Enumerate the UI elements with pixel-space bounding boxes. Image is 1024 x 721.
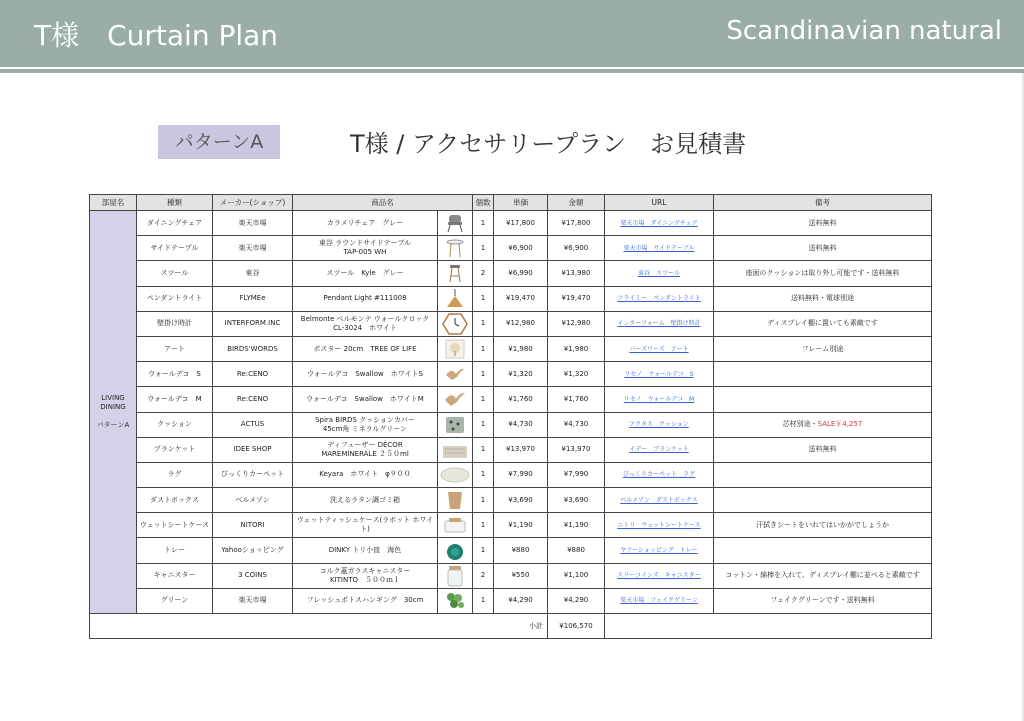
item-name-line1: カラメリチェア グレー — [326, 218, 404, 227]
item-url-link[interactable]: リセノ ウォールデコ M — [605, 387, 714, 412]
col-maker: メーカー(ショップ) — [213, 195, 293, 211]
item-note — [714, 387, 932, 412]
table-row — [90, 488, 932, 513]
item-name — [293, 362, 438, 387]
pattern-badge: パターンA — [158, 125, 280, 159]
art-poster-image — [438, 336, 473, 361]
side-table-image — [438, 236, 473, 261]
item-maker: BIRDS'WORDS — [213, 336, 293, 361]
item-name-line1: Belmonte ベルモンテ ウォールクロック — [300, 314, 430, 323]
table-header-row — [90, 195, 932, 211]
item-url-link[interactable]: 楽天市場 サイドテーブル — [605, 236, 714, 261]
item-url-link[interactable]: 楽天市場 ダイニングチェア — [605, 211, 714, 236]
item-note — [714, 362, 932, 387]
item-unit-price: ¥4,730 — [494, 412, 548, 437]
item-qty: 2 — [473, 563, 494, 588]
item-url-link[interactable]: 東谷 スツール — [605, 261, 714, 286]
item-name — [293, 488, 438, 513]
item-amount: ¥1,320 — [548, 362, 605, 387]
item-name — [293, 387, 438, 412]
item-note — [714, 588, 932, 613]
item-qty: 2 — [473, 261, 494, 286]
room-line: パターンA — [96, 421, 130, 429]
table-row — [90, 236, 932, 261]
item-maker: IDEE SHOP — [213, 437, 293, 462]
item-maker: FLYMEe — [213, 286, 293, 311]
style-name: Scandinavian natural — [726, 16, 1002, 46]
item-type: アート — [137, 336, 213, 361]
item-type: ラグ — [137, 462, 213, 487]
document-title: T様 / アクセサリープラン お見積書 — [350, 130, 747, 158]
sale-price: SALE￥4,257 — [817, 420, 863, 429]
table-row — [90, 211, 932, 236]
header-divider — [0, 69, 1024, 73]
item-name — [293, 462, 438, 487]
plan-title: T様 Curtain Plan — [34, 19, 279, 52]
item-name-line2: TAP-005 WH — [343, 248, 387, 257]
item-type: グリーン — [137, 588, 213, 613]
item-url-link[interactable]: ニトリ ウェットシートケース — [605, 513, 714, 538]
item-qty: 1 — [473, 513, 494, 538]
item-amount: ¥1,190 — [548, 513, 605, 538]
item-unit-price: ¥7,990 — [494, 462, 548, 487]
item-url-link[interactable]: 楽天市場 フェイクグリーン — [605, 588, 714, 613]
item-unit-price: ¥1,980 — [494, 336, 548, 361]
item-note-text: 送料無料 — [808, 243, 837, 252]
item-unit-price: ¥1,760 — [494, 387, 548, 412]
item-maker: Re:CENO — [213, 387, 293, 412]
item-name-line1: ディフューザー DÉCOR — [327, 440, 403, 449]
table-row — [90, 336, 932, 361]
item-qty: 1 — [473, 488, 494, 513]
bird-deco-m-image — [438, 387, 473, 412]
item-url-link[interactable]: ベルメゾン ダストボックス — [605, 488, 714, 513]
green-plant-image — [438, 588, 473, 613]
dust-box-image — [438, 488, 473, 513]
item-maker: Yahooショッピング — [213, 538, 293, 563]
item-type: クッション — [137, 412, 213, 437]
item-type: ウォールデコ S — [137, 362, 213, 387]
item-name-line1: ウォールデコ Swallow ホワイトM — [306, 394, 424, 403]
item-note — [714, 211, 932, 236]
item-note-text: フェイクグリーンです・送料無料 — [770, 596, 875, 605]
item-note — [714, 412, 932, 437]
item-type: サイドテーブル — [137, 236, 213, 261]
chair-image — [438, 211, 473, 236]
item-name — [293, 588, 438, 613]
item-note — [714, 236, 932, 261]
item-name — [293, 211, 438, 236]
item-note-text: コットン・綿棒を入れて、ディスプレイ棚に並べると素敵です — [725, 571, 920, 580]
table-row — [90, 362, 932, 387]
item-name-line1: スツール Kyle グレー — [326, 268, 404, 277]
item-maker: びっくりカーペット — [213, 462, 293, 487]
table-row — [90, 412, 932, 437]
item-amount: ¥880 — [548, 538, 605, 563]
diffuser-image — [438, 437, 473, 462]
quotation-table — [89, 194, 932, 639]
item-type: ブランケット — [137, 437, 213, 462]
item-qty: 1 — [473, 538, 494, 563]
wet-sheet-case-image — [438, 513, 473, 538]
col-url: URL — [605, 195, 714, 211]
subtotal-row — [90, 614, 932, 639]
item-amount: ¥13,980 — [548, 261, 605, 286]
item-type: ダストボックス — [137, 488, 213, 513]
col-amount: 金額 — [548, 195, 605, 211]
item-amount: ¥17,800 — [548, 211, 605, 236]
item-unit-price: ¥12,980 — [494, 311, 548, 336]
table-row — [90, 286, 932, 311]
item-unit-price: ¥1,320 — [494, 362, 548, 387]
item-unit-price: ¥6,900 — [494, 236, 548, 261]
item-note — [714, 488, 932, 513]
col-unit-price: 単価 — [494, 195, 548, 211]
col-product: 商品名 — [293, 195, 473, 211]
item-type: ペンダントライト — [137, 286, 213, 311]
rug-image — [438, 462, 473, 487]
table-row — [90, 261, 932, 286]
item-maker: 東谷 — [213, 261, 293, 286]
item-note — [714, 437, 932, 462]
item-maker: ベルメゾン — [213, 488, 293, 513]
item-maker: NITORI — [213, 513, 293, 538]
col-room: 部屋名 — [90, 195, 137, 211]
item-name — [293, 412, 438, 437]
item-note-text: 送料無料 — [808, 445, 837, 454]
item-name-line1: コルク蓋ガラスキャニスター — [319, 566, 411, 575]
item-qty: 1 — [473, 286, 494, 311]
item-amount: ¥7,990 — [548, 462, 605, 487]
item-name-line1: 洗えるラタン調ゴミ箱 — [330, 495, 400, 504]
item-note-text: フレーム別途 — [801, 344, 844, 353]
item-url-link[interactable]: リセノ ウォールデコ S — [605, 362, 714, 387]
table-row — [90, 387, 932, 412]
item-amount: ¥13,970 — [548, 437, 605, 462]
table-row — [90, 513, 932, 538]
item-url-link[interactable]: バーズワーズ アート — [605, 336, 714, 361]
table-row — [90, 311, 932, 336]
item-note-text: 送料無料 — [808, 218, 837, 227]
item-unit-price: ¥880 — [494, 538, 548, 563]
item-name — [293, 563, 438, 588]
item-maker: INTERFORM.INC — [213, 311, 293, 336]
header-bar — [0, 0, 1024, 67]
item-name — [293, 236, 438, 261]
item-amount: ¥4,730 — [548, 412, 605, 437]
item-type: ウォールデコ M — [137, 387, 213, 412]
item-amount: ¥4,290 — [548, 588, 605, 613]
item-unit-price: ¥1,190 — [494, 513, 548, 538]
item-name-line2: CL-3024 ホワイト — [333, 323, 397, 332]
cushion-image — [438, 412, 473, 437]
item-name-line1: Keyara ホワイト φ９００ — [319, 470, 411, 479]
item-name — [293, 286, 438, 311]
bird-deco-s-image — [438, 362, 473, 387]
item-amount: ¥6,900 — [548, 236, 605, 261]
item-note-text: 座面のクッションは取り外し可能です・送料無料 — [745, 268, 900, 277]
pendant-light-image — [438, 286, 473, 311]
item-qty: 1 — [473, 362, 494, 387]
item-url-link[interactable]: アクタス クッション — [605, 412, 714, 437]
item-name — [293, 261, 438, 286]
item-note — [714, 261, 932, 286]
table-row — [90, 538, 932, 563]
item-note-text: 送料無料・電球別途 — [791, 294, 854, 303]
col-note: 備考 — [714, 195, 932, 211]
item-qty: 1 — [473, 236, 494, 261]
item-note — [714, 462, 932, 487]
item-qty: 1 — [473, 412, 494, 437]
item-qty: 1 — [473, 387, 494, 412]
item-qty: 1 — [473, 588, 494, 613]
item-qty: 1 — [473, 437, 494, 462]
item-url-link[interactable]: ヤフーショッピング トレー — [605, 538, 714, 563]
item-unit-price: ¥550 — [494, 563, 548, 588]
item-unit-price: ¥13,970 — [494, 437, 548, 462]
item-name-line1: ウォールデコ Swallow ホワイトS — [307, 369, 423, 378]
room-name-cell — [90, 211, 137, 614]
item-unit-price: ¥6,990 — [494, 261, 548, 286]
item-qty: 1 — [473, 336, 494, 361]
item-url-link[interactable]: スリーコインズ キャニスター — [605, 563, 714, 588]
item-url-link[interactable]: びっくりカーペット ラグ — [605, 462, 714, 487]
item-name-line1: フレッシュポトスハンギング 30cm — [306, 596, 424, 605]
item-note-text: 汗拭きシートをいれてはいかがでしょうか — [756, 520, 889, 529]
item-maker: 楽天市場 — [213, 588, 293, 613]
item-note-text: ディスプレイ棚に置いても素敵です — [767, 319, 878, 328]
item-amount: ¥1,980 — [548, 336, 605, 361]
col-qty: 個数 — [473, 195, 494, 211]
item-name-line1: ウェットティッシュケース(ラボット ホワイト) — [296, 516, 434, 534]
tray-image — [438, 538, 473, 563]
item-unit-price: ¥4,290 — [494, 588, 548, 613]
item-name-line1: Pendant Light #111008 — [323, 294, 407, 303]
item-maker: 3 COINS — [213, 563, 293, 588]
table-row — [90, 563, 932, 588]
subtotal-blank — [605, 614, 932, 639]
item-name-line1: 東谷 ラウンドサイドテーブル — [318, 239, 412, 248]
item-unit-price: ¥17,800 — [494, 211, 548, 236]
item-note — [714, 286, 932, 311]
item-qty: 1 — [473, 211, 494, 236]
item-maker: Re:CENO — [213, 362, 293, 387]
item-name — [293, 437, 438, 462]
subtotal-value: ¥106,570 — [548, 614, 605, 639]
item-name-line1: ポスター 20cm TREE OF LIFE — [313, 344, 417, 353]
item-amount: ¥1,760 — [548, 387, 605, 412]
table-row — [90, 462, 932, 487]
item-name-line2: KITINTO ５００ｍｌ — [329, 575, 401, 584]
item-name — [293, 311, 438, 336]
item-note — [714, 513, 932, 538]
item-qty: 1 — [473, 311, 494, 336]
item-type: 壁掛け時計 — [137, 311, 213, 336]
item-note — [714, 563, 932, 588]
stool-image — [438, 261, 473, 286]
item-qty: 1 — [473, 462, 494, 487]
item-note — [714, 311, 932, 336]
item-note — [714, 336, 932, 361]
item-name — [293, 538, 438, 563]
item-url-link[interactable]: フライミー ペンダントライト — [605, 286, 714, 311]
table-row — [90, 437, 932, 462]
item-url-link[interactable]: インターフォーム 壁掛け時計 — [605, 311, 714, 336]
canister-image — [438, 563, 473, 588]
wall-clock-image — [438, 311, 473, 336]
item-amount: ¥3,690 — [548, 488, 605, 513]
item-type: キャニスター — [137, 563, 213, 588]
item-type: トレー — [137, 538, 213, 563]
col-type: 種類 — [137, 195, 213, 211]
subtotal-label: 小計 — [90, 614, 548, 639]
item-url-link[interactable]: イデー ブランケット — [605, 437, 714, 462]
item-maker: ACTUS — [213, 412, 293, 437]
item-name-line1: DINKY トリ小皿 海色 — [328, 546, 402, 555]
item-name-line1: Spira BIRDS クッションカバー — [315, 415, 415, 424]
item-type: ダイニングチェア — [137, 211, 213, 236]
item-amount: ¥12,980 — [548, 311, 605, 336]
item-unit-price: ¥19,470 — [494, 286, 548, 311]
item-maker: 楽天市場 — [213, 211, 293, 236]
item-type: スツール — [137, 261, 213, 286]
item-name — [293, 513, 438, 538]
table-row — [90, 588, 932, 613]
item-type: ウェットシートケース — [137, 513, 213, 538]
item-name-line2: 45cm角 ミネラルグリーン — [322, 424, 408, 433]
room-line: LIVING — [101, 394, 125, 402]
item-note-text: 芯材別途・ — [782, 420, 818, 429]
item-note — [714, 538, 932, 563]
room-line: DINING — [100, 403, 126, 411]
item-name — [293, 336, 438, 361]
item-amount: ¥19,470 — [548, 286, 605, 311]
item-unit-price: ¥3,690 — [494, 488, 548, 513]
item-maker: 楽天市場 — [213, 236, 293, 261]
item-name-line2: MAREMINERALE ２５０ml — [321, 449, 409, 458]
item-amount: ¥1,100 — [548, 563, 605, 588]
